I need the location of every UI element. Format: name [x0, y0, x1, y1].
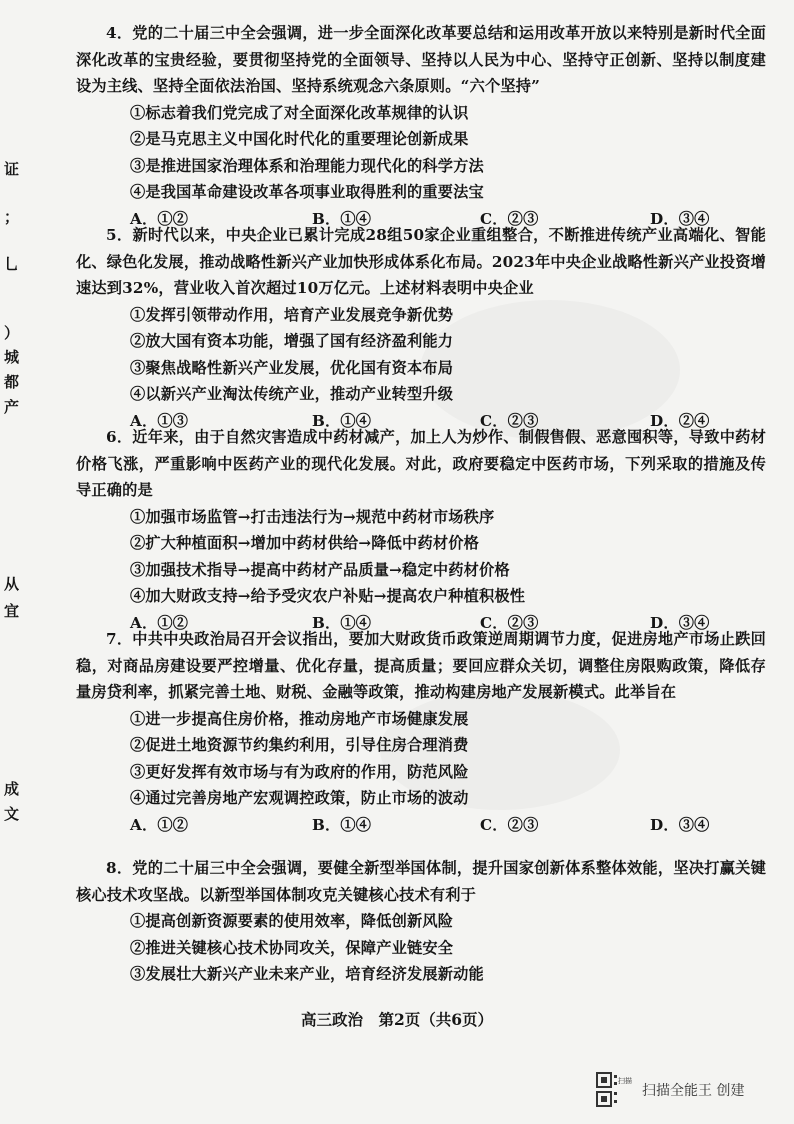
option-2: ②推进关键核心技术协同攻关，保障产业链安全: [130, 938, 454, 957]
choice-a: A．①②: [130, 209, 189, 228]
choice-d: D．②④: [650, 411, 710, 430]
option-4: ④以新兴产业淘汰传统产业，推动产业转型升级: [130, 385, 454, 403]
option-4: ④是我国革命建设改革各项事业取得胜利的重要法宝: [130, 183, 484, 201]
option-3: ③加强技术指导→提高中药材产品质量→稳定中药材价格: [130, 560, 510, 579]
option-4: ④加大财政支持→给予受灾农户补贴→提高农户种植积极性: [130, 587, 526, 605]
question-7: [76, 626, 766, 838]
margin-char: ；: [4, 208, 20, 226]
watermark-text: 扫描全能王 创建: [642, 1083, 745, 1099]
option-3: ③聚焦战略性新兴产业发展，优化国有资本布局: [130, 358, 454, 377]
option-3: ③更好发挥有效市场与有为政府的作用，防范风险: [130, 762, 469, 781]
option-2: ②是马克思主义中国化时代化的重要理论创新成果: [130, 130, 469, 148]
choice-d: D．③④: [650, 613, 710, 632]
option-1: ①加强市场监管→打击违法行为→规范中药材市场秩序: [130, 507, 495, 526]
question-stem: 8．党的二十届三中全会强调，要健全新型举国体制，提升国家创新体系整体效能，坚决打赢关键核心技术攻坚战。以新型举国体制攻克关键核心技术有利于: [76, 859, 766, 904]
choice-b: B．①④: [312, 209, 372, 228]
margin-char: 都: [4, 373, 20, 391]
answer-choices: [76, 812, 766, 839]
margin-char: 成: [4, 780, 20, 798]
choice-c: C．②③: [480, 411, 539, 430]
choice-c: C．②③: [480, 209, 539, 228]
margin-char: ）: [4, 324, 20, 342]
qr-code-caption: 扫描: [618, 1077, 632, 1085]
margin-char: 证: [4, 160, 20, 178]
option-1: ①进一步提高住房价格，推动房地产市场健康发展: [130, 709, 469, 728]
choice-d: D．③④: [650, 209, 710, 228]
choice-a: A．①②: [130, 613, 189, 632]
question-8: [76, 855, 766, 988]
choice-b: B．①④: [312, 815, 372, 834]
margin-char: 产: [4, 398, 20, 416]
choice-c: C．②③: [480, 613, 539, 632]
question-5: [76, 222, 766, 434]
option-2: ②扩大种植面积→增加中药材供给→降低中药材价格: [130, 534, 479, 552]
scanner-watermark: [596, 1072, 744, 1108]
option-1: ①提高创新资源要素的使用效率，降低创新风险: [130, 912, 454, 930]
margin-char: 文: [4, 805, 20, 823]
choice-b: B．①④: [312, 411, 372, 430]
option-2: ②放大国有资本功能，增强了国有经济盈利能力: [130, 332, 454, 350]
question-4: [76, 20, 766, 232]
page-footer: 高三政治 第2页（共6页）: [300, 1010, 494, 1029]
qr-code-icon: [596, 1072, 636, 1108]
option-2: ②促进土地资源节约集约利用，引导住房合理消费: [130, 736, 469, 754]
margin-char: 从: [4, 575, 20, 593]
choice-b: B．①④: [312, 613, 372, 632]
margin-char: 乚: [4, 255, 20, 273]
question-6: [76, 424, 766, 636]
choice-a: A．①②: [130, 815, 189, 834]
margin-char: 城: [4, 348, 20, 366]
choice-a: A．①③: [130, 411, 189, 430]
option-1: ①发挥引领带动作用，培育产业发展竞争新优势: [130, 305, 454, 324]
question-stem: 5．新时代以来，中央企业已累计完成28组50家企业重组整合，不断推进传统产业高端化、智能化、绿色化发展，推动战略性新兴产业加快形成体系化布局。2023年中央企业战略性新兴产业投资增速达到32%，营业收入首次超过10万亿元。上述材料表明中央企业: [76, 226, 766, 297]
question-stem: 7．中共中央政治局召开会议指出，要加大财政货币政策逆周期调节力度，促进房地产市场止跌回稳，对商品房建设要严控增量、优化存量，提高质量；要回应群众关切，调整住房限购政策，降低存量房贷利率，抓紧完善土地、财税、金融等政策，推动构建房地产发展新模式。此举旨在: [76, 630, 766, 701]
question-stem: 4．党的二十届三中全会强调，进一步全面深化改革要总结和运用改革开放以来特别是新时代全面深化改革的宝贵经验，要贯彻坚持党的全面领导、坚持以人民为中心、坚持守正创新、坚持以制度建设为主线、坚持全面依法治国、坚持系统观念六条原则。“六个坚持”: [76, 24, 766, 95]
option-3: ③发展壮大新兴产业未来产业，培育经济发展新动能: [130, 965, 484, 983]
question-stem: 6．近年来，由于自然灾害造成中药材减产，加上人为炒作、制假售假、恶意囤积等，导致中药材价格飞涨，严重影响中医药产业的现代化发展。对此，政府要稳定中医药市场，下列采取的措施及传导正确的是: [76, 428, 766, 499]
margin-char: 宜: [4, 602, 20, 620]
option-1: ①标志着我们党完成了对全面深化改革规律的认识: [130, 103, 469, 122]
choice-d: D．③④: [650, 815, 710, 834]
choice-c: C．②③: [480, 815, 539, 834]
option-3: ③是推进国家治理体系和治理能力现代化的科学方法: [130, 156, 484, 175]
option-4: ④通过完善房地产宏观调控政策，防止市场的波动: [130, 789, 469, 807]
